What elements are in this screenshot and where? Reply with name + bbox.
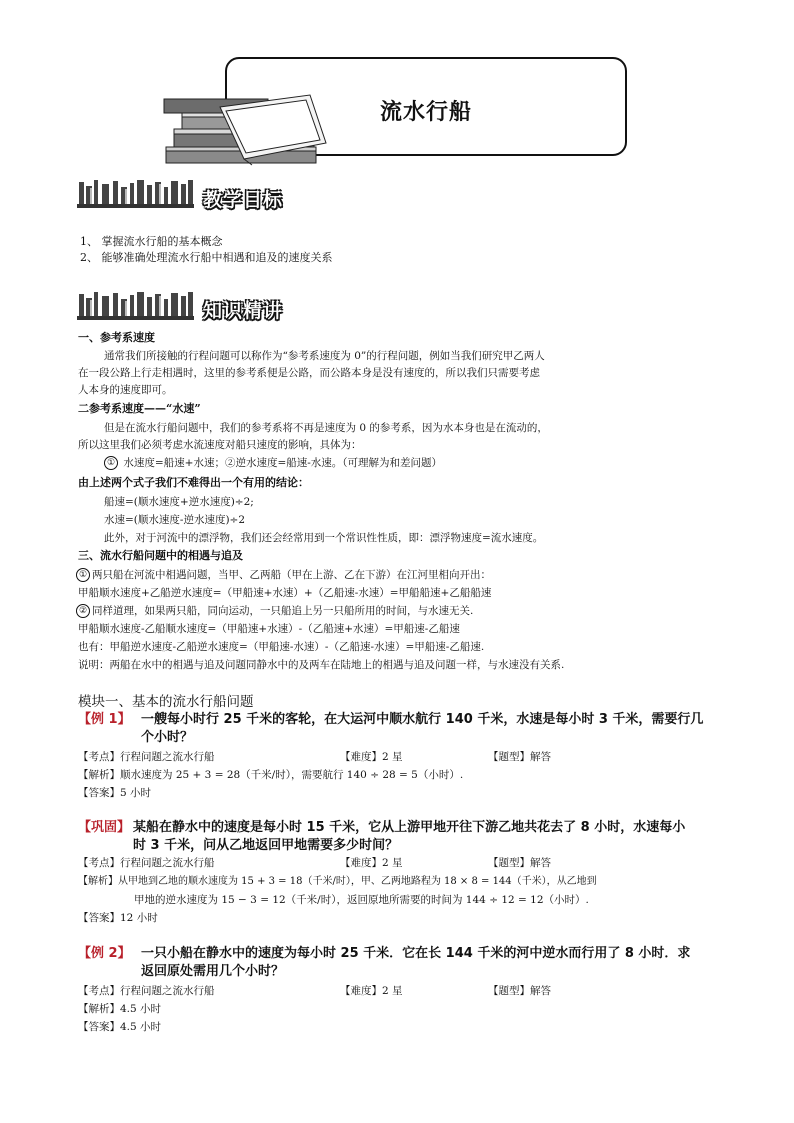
paragraph: [76, 568, 491, 582]
heading-water-speed: 二参考系速度——“水速”: [78, 402, 201, 415]
formula: 船速=(顺水速度+逆水速度)÷2;: [104, 496, 254, 508]
circled-number: ②: [76, 604, 90, 618]
formula: 水速=(顺水速度-逆水速度)÷2: [104, 514, 246, 526]
analysis: 【解析】从甲地到乙地的顺水速度为 15 + 3 = 18（千米/时），甲、乙两地路程为 18 × 8 = 144（千米），从乙地到: [78, 876, 597, 887]
example-tag: 【例 2】: [78, 946, 131, 961]
bookshelf-icon: [77, 178, 194, 208]
paragraph: 甲船顺水速度+乙船逆水速度=（甲船速+水速）+（乙船速-水速）=甲船船速+乙船船速: [78, 587, 492, 599]
heading-conclusion: 由上述两个式子我们不难得出一个有用的结论：: [78, 476, 309, 489]
paragraph-text: 同样道理，如果两只船，同向运动，一只船追上另一只船所用的时间，与水速无关.: [92, 605, 474, 617]
books-illustration: [160, 85, 330, 170]
heading-reference-speed: 一、参考系速度: [78, 331, 155, 344]
bookshelf-icon: [77, 290, 194, 320]
goal-item: 2、 能够准确处理流水行船中相遇和追及的速度关系: [80, 251, 333, 264]
paragraph: 在一段公路上行走相遇时，这里的参考系便是公路，而公路本身是没有速度的，所以我们只需要考虑: [78, 367, 540, 379]
example-tag: 【例 1】: [78, 712, 131, 727]
analysis: 【解析】4.5 小时: [78, 1003, 162, 1015]
paragraph: 所以这里我们必须考虑水流速度对船只速度的影响，具体为：: [78, 439, 362, 451]
meta-type: 【题型】解答: [488, 985, 551, 997]
meta-point: 【考点】行程问题之流水行船: [78, 985, 215, 997]
meta-difficulty: 【难度】2 星: [340, 857, 403, 869]
question-text: 时 3 千米，问从乙地返回甲地需要多少时间？: [133, 838, 399, 853]
circled-number: ①: [104, 456, 118, 470]
paragraph: [104, 456, 442, 470]
section-title-goals: 教学目标: [203, 189, 284, 211]
question-text: 一艘每小时行 25 千米的客轮，在大运河中顺水航行 140 千米，水速是每小时 3 千米，需要行几: [141, 712, 704, 727]
page-title: 流水行船: [379, 100, 472, 125]
paragraph: 人本身的速度即可。: [78, 384, 173, 396]
meta-difficulty: 【难度】2 星: [340, 751, 403, 763]
goal-item: 1、 掌握流水行船的基本概念: [80, 235, 223, 248]
paragraph: 说明：两船在水中的相遇与追及问题同静水中的及两车在陆地上的相遇与追及问题一样，与水速没有关系.: [78, 659, 565, 671]
question-text: 某船在静水中的速度是每小时 15 千米，它从上游甲地开往下游乙地共花去了 8 小时，水速每小: [133, 820, 686, 835]
question-text: 返回原处需用几个小时？: [141, 964, 285, 979]
paragraph-text: 两只船在河流中相遇问题，当甲、乙两船（甲在上游、乙在下游）在江河里相向开出：: [92, 569, 491, 581]
paragraph: 此外，对于河流中的漂浮物，我们还会经常用到一个常识性性质，即：漂浮物速度=流水速度。: [104, 532, 544, 544]
example-tag: 【巩固】: [78, 820, 131, 835]
circled-number: ①: [76, 568, 90, 582]
answer: 【答案】4.5 小时: [78, 1021, 162, 1033]
paragraph: 但是在流水行船问题中，我们的参考系将不再是速度为 0 的参考系，因为水本身也是在流动的，: [104, 422, 548, 434]
answer: 【答案】12 小时: [78, 912, 158, 924]
paragraph: 通常我们所接触的行程问题可以称作为“参考系速度为 0”的行程问题，例如当我们研究甲乙两人: [104, 350, 545, 362]
analysis: 甲地的逆水速度为 15 − 3 = 12（千米/时），返回原地所需要的时间为 144 ÷ 12 = 12（小时）.: [134, 894, 589, 906]
meta-point: 【考点】行程问题之流水行船: [78, 857, 215, 869]
analysis: 【解析】顺水速度为 25 + 3 = 28（千米/时），需要航行 140 ÷ 28 = 5（小时）.: [78, 769, 464, 781]
paragraph: 也有：甲船逆水速度-乙船逆水速度=（甲船速-水速）-（乙船速-水速）=甲船速-乙船速.: [78, 641, 485, 653]
meta-type: 【题型】解答: [488, 751, 551, 763]
answer: 【答案】5 小时: [78, 787, 152, 799]
formula-text: 水速度=船速+水速；②逆水速度=船速-水速。（可理解为和差问题）: [123, 457, 443, 469]
module-title: 模块一、基本的流水行船问题: [78, 694, 254, 710]
section-title-knowledge: 知识精讲: [203, 300, 284, 322]
paragraph: [76, 604, 473, 618]
question-text: 一只小船在静水中的速度为每小时 25 千米．它在长 144 千米的河中逆水而行用了 8 小时．求: [141, 946, 691, 961]
meta-type: 【题型】解答: [488, 857, 551, 869]
question-text: 个小时？: [141, 730, 194, 745]
meta-point: 【考点】行程问题之流水行船: [78, 751, 215, 763]
paragraph: 甲船顺水速度-乙船顺水速度=（甲船速+水速）-（乙船速+水速）=甲船速-乙船速: [78, 623, 460, 635]
heading-meet-chase: 三、流水行船问题中的相遇与追及: [78, 549, 243, 562]
meta-difficulty: 【难度】2 星: [340, 985, 403, 997]
